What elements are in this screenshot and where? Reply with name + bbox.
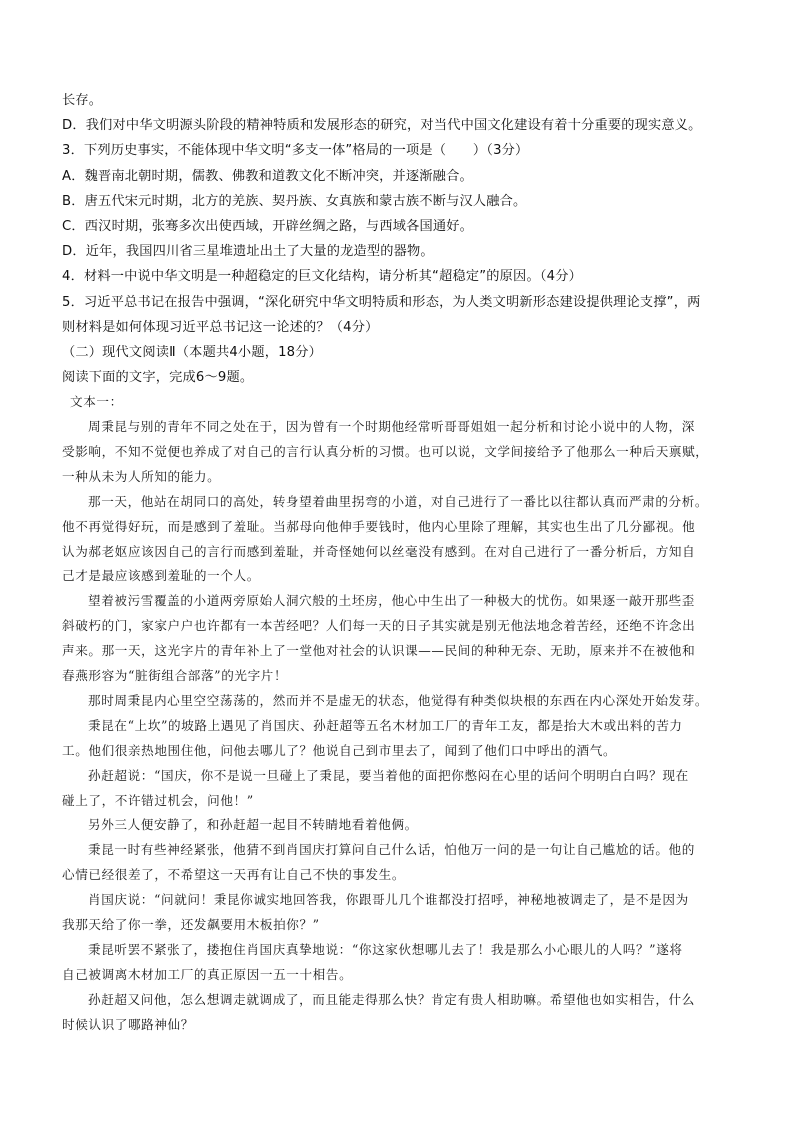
story-line: 秉昆一时有些神经紧张，他猜不到肖国庆打算问自己什么话，怕他万一问的是一句让自己尴尬的话。他的 — [88, 842, 695, 858]
story-line: 认为郝老妪应该因自己的言行而感到羞耻，并奇怪她何以丝毫没有感到。在对自己进行了一番分析后，方知自 — [62, 543, 696, 559]
story-line: 秉昆在“上坎”的坡路上遇见了肖国庆、孙赶超等五名木材加工厂的青年工友，都是抬大木或出料的苦力 — [88, 717, 683, 733]
option-d-line: D．我们对中华文明源头阶段的精神特质和发展形态的研究，对当代中国文化建设有着十分重要的现实意义。 — [62, 118, 702, 134]
story-line: 工。他们很亲热地围住他，问他去哪儿了？他说自己到市里去了，闻到了他们口中呼出的酒气。 — [62, 742, 617, 758]
option-b: B．唐五代宋元时期，北方的羌族、契丹族、女真族和蒙古族不断与汉人融合。 — [62, 193, 527, 209]
story-line: 他不再觉得好玩，而是感到了羞耻。当郝母向他伸手要钱时，他内心里除了理解，其实也生出了几分鄙视。他 — [62, 518, 696, 534]
story-line: 我那天给了你一拳，还发飙要用木板拍你？” — [62, 916, 320, 932]
story-line: 声来。那一天，这光字片的青年补上了一堂他对社会的认识课——民间的种种无奈、无助，原来并不在被他和 — [62, 643, 696, 659]
reading-instruction: 阅读下面的文字，完成6～9题。 — [62, 370, 254, 386]
story-line: 另外三人便安静了，和孙赶超一起目不转睛地看着他俩。 — [88, 817, 418, 833]
story-line: 时候认识了哪路神仙？ — [62, 1016, 194, 1032]
option-a: A．魏晋南北朝时期，儒教、佛教和道教文化不断冲突，并逐渐融合。 — [62, 168, 473, 184]
question-4: 4．材料一中说中华文明是一种超稳定的巨文化结构，请分析其“超稳定”的原因。（4分） — [62, 269, 582, 285]
story-line: 一种从未为人所知的能力。 — [62, 468, 221, 484]
document-page — [62, 88, 762, 1037]
story-line: 那一天，他站在胡同口的高处，转身望着曲里拐弯的小道，对自己进行了一番比以往都认真而严肃的分析。 — [88, 493, 709, 509]
option-c: C．西汉时期，张骞多次出使西域，开辟丝绸之路，与西域各国通好。 — [62, 218, 474, 234]
question-5: 5．习近平总书记在报告中强调，“深化研究中华文明特质和形态，为人类文明新形态建设提供理论支撑”，两 — [62, 294, 701, 310]
question-5-cont: 则材料是如何体现习近平总书记这一论述的？（4分） — [62, 319, 379, 335]
option-d: D．近年，我国四川省三星堆遗址出土了大量的龙造型的器物。 — [62, 244, 434, 260]
story-line: 望着被污雪覆盖的小道两旁原始人洞穴般的土坯房，他心中生出了一种极大的忧伤。如果逐一敲开那些歪 — [88, 593, 695, 609]
story-line: 孙赶超又问他，怎么想调走就调成了，而且能走得那么快？肯定有贵人相助嘛。希望他也如实相告，什么 — [88, 991, 695, 1007]
story-line: 秉昆听罢不紧张了，搂抱住肖国庆真挚地说：“你这家伙想哪儿去了！我是那么小心眼儿的人吗？”遂将 — [88, 941, 683, 957]
story-line: 那时周秉昆内心里空空荡荡的，然而并不是虚无的状态，他觉得有种类似块根的东西在内心深处开始发芽。 — [88, 692, 709, 708]
story-line: 受影响，不知不觉便也养成了对自己的言行认真分析的习惯。也可以说，文学间接给予了他那么一种后天禀赋， — [62, 444, 709, 460]
story-line: 己才是最应该感到羞耻的一个人。 — [62, 568, 260, 584]
story-line: 斜破朽的门，家家户户也许都有一本苦经吧？人们每一天的日子其实就是别无他法地念着苦经，还绝不许念出 — [62, 618, 696, 634]
story-line: 春燕形容为“脏街组合部落”的光字片！ — [62, 668, 288, 684]
section-heading: （二）现代文阅读Ⅱ（本题共4小题，18分） — [62, 344, 323, 360]
story-line: 碰上了，不许错过机会，问他！” — [62, 792, 254, 808]
question-3: 3．下列历史事实，不能体现中华文明“多支一体”格局的一项是（ ）（3分） — [62, 143, 529, 159]
story-line: 孙赶超说：“国庆，你不是说一旦碰上了秉昆，要当着他的面把你憋闷在心里的话问个明明白白吗？现在 — [88, 767, 689, 783]
text-line: 长存。 — [62, 93, 103, 108]
text-label: 文本一： — [70, 394, 123, 410]
story-line: 肖国庆说：“问就问！秉昆你诚实地回答我，你跟哥儿几个谁都没打招呼，神秘地被调走了，是不是因为 — [88, 892, 689, 908]
story-line: 周秉昆与别的青年不同之处在于，因为曾有一个时期他经常听哥哥姐姐一起分析和讨论小说中的人物，深 — [88, 419, 695, 435]
story-line: 自己被调离木材加工厂的真正原因一五一十相告。 — [62, 966, 353, 982]
story-line: 心情已经很差了，不希望这一天再有让自己不快的事发生。 — [62, 867, 406, 883]
